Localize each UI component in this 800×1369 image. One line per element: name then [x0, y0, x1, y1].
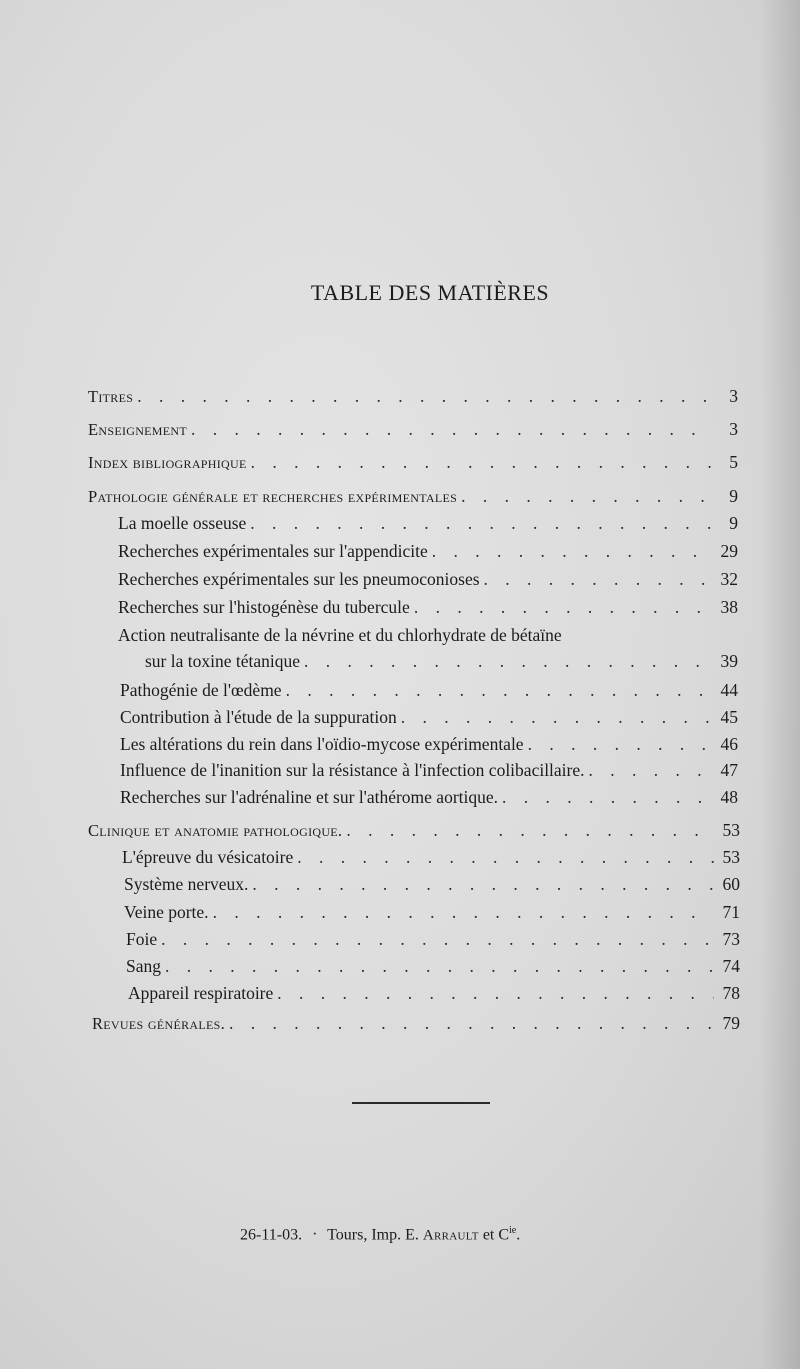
- toc-page-number: 38: [720, 597, 738, 617]
- toc-page-number: 74: [722, 956, 740, 976]
- toc-page-number: 46: [720, 734, 738, 754]
- toc-page-number: 53: [722, 820, 740, 840]
- leader-dots: [191, 419, 712, 440]
- toc-item-label: Pathogénie de l'œdème: [120, 680, 282, 700]
- toc-item[interactable]: [120, 680, 738, 701]
- toc-page-number: 39: [720, 651, 738, 671]
- leader-dots: [286, 680, 712, 701]
- imprint-end: .: [516, 1226, 521, 1244]
- toc-section-label: Clinique et anatomie pathologique.: [88, 821, 343, 840]
- imprint-printer-name: Arrault: [422, 1227, 479, 1244]
- toc-page-number: 32: [720, 569, 738, 589]
- toc-item-label-line1: Action neutralisante de la névrine et du chlorhydrate de bétaïne: [118, 625, 562, 645]
- toc-item[interactable]: [128, 983, 740, 1004]
- toc-page-number: 9: [729, 513, 738, 533]
- toc-item[interactable]: [120, 787, 738, 808]
- toc-item[interactable]: [120, 707, 738, 728]
- toc-page-number: 79: [722, 1013, 740, 1033]
- leader-dots: [461, 486, 712, 507]
- toc-item[interactable]: [122, 847, 740, 868]
- toc-item[interactable]: [118, 597, 738, 618]
- toc-section-titres[interactable]: [88, 386, 738, 407]
- leader-dots: [401, 707, 712, 728]
- leader-dots: [589, 760, 712, 781]
- leader-dots: [304, 651, 712, 672]
- imprint-superscript: ie: [509, 1225, 517, 1236]
- toc-page-number: 73: [722, 929, 740, 949]
- toc-section-label: Revues générales.: [92, 1014, 226, 1033]
- toc-section-index-bibliographique[interactable]: [88, 452, 738, 473]
- horizontal-rule: [352, 1102, 490, 1104]
- toc-page-number: 29: [720, 541, 738, 561]
- imprint-separator: ·: [312, 1226, 318, 1244]
- imprint-text-after: et C: [482, 1226, 510, 1244]
- toc-item-label: Veine porte.: [124, 902, 209, 922]
- leader-dots: [213, 902, 714, 923]
- leader-dots: [414, 597, 712, 618]
- page-title: TABLE DES MATIÈRES: [310, 280, 550, 305]
- toc-item-label: Recherches expérimentales sur les pneumoconioses: [118, 569, 480, 589]
- toc-item-label: Appareil respiratoire: [128, 983, 274, 1003]
- imprint-text-before: Tours, Imp. E.: [327, 1226, 419, 1244]
- toc-item-label: La moelle osseuse: [118, 513, 247, 533]
- toc-page-number: 78: [722, 983, 740, 1003]
- leader-dots: [229, 1013, 714, 1034]
- toc-item[interactable]: [126, 929, 740, 950]
- toc-section-enseignement[interactable]: [88, 419, 738, 440]
- toc-page-number: 3: [729, 419, 738, 439]
- leader-dots: [277, 983, 714, 1004]
- toc-section-revues-generales[interactable]: [92, 1013, 740, 1034]
- toc-item[interactable]: [145, 651, 738, 672]
- toc-section-label: Titres: [88, 387, 134, 406]
- toc-item-label: Les altérations du rein dans l'oïdio-mycose expérimentale: [120, 734, 524, 754]
- toc-page-number: 5: [729, 452, 738, 472]
- toc-item-label: Recherches sur l'adrénaline et sur l'athérome aortique.: [120, 787, 499, 807]
- toc-page-number: 47: [720, 760, 738, 780]
- toc-section-label: Enseignement: [88, 420, 188, 439]
- toc-item-label: Système nerveux.: [124, 874, 249, 894]
- leader-dots: [165, 956, 714, 977]
- toc-item[interactable]: [118, 513, 738, 534]
- toc-item-label: Foie: [126, 929, 158, 949]
- toc-page-number: 44: [720, 680, 738, 700]
- toc-item-label: L'épreuve du vésicatoire: [122, 847, 294, 867]
- imprint-date: 26-11-03.: [240, 1226, 303, 1244]
- toc-page-number: 53: [722, 847, 740, 867]
- toc-page-number: 71: [722, 902, 740, 922]
- toc-item[interactable]: [120, 760, 738, 781]
- toc-page-number: 9: [729, 486, 738, 506]
- printer-imprint: [240, 1225, 520, 1244]
- toc-section-label: Index bibliographique: [88, 453, 247, 472]
- toc-item-label: Contribution à l'étude de la suppuration: [120, 707, 397, 727]
- toc-item[interactable]: [120, 734, 738, 755]
- leader-dots: [297, 847, 714, 868]
- toc-item-label: Recherches expérimentales sur l'appendicite: [118, 541, 428, 561]
- toc-item[interactable]: [126, 956, 740, 977]
- toc-item[interactable]: [124, 902, 740, 923]
- leader-dots: [528, 734, 712, 755]
- toc-item-label: Influence de l'inanition sur la résistance à l'infection colibacillaire.: [120, 760, 585, 780]
- toc-item-label: Recherches sur l'histogénèse du tubercule: [118, 597, 410, 617]
- leader-dots: [432, 541, 712, 562]
- leader-dots: [502, 787, 712, 808]
- leader-dots: [137, 386, 712, 407]
- toc-item[interactable]: [118, 541, 738, 562]
- toc-page-number: 48: [720, 787, 738, 807]
- toc-page-number: 45: [720, 707, 738, 727]
- toc-section-label: Pathologie générale et recherches expérimentales: [88, 487, 458, 506]
- leader-dots: [251, 452, 712, 473]
- leader-dots: [161, 929, 714, 950]
- toc-item-label: sur la toxine tétanique: [145, 651, 301, 671]
- toc-page-number: 60: [722, 874, 740, 894]
- leader-dots: [250, 513, 712, 534]
- toc-item[interactable]: [124, 874, 740, 895]
- toc-section-pathologie-generale[interactable]: [88, 486, 738, 507]
- leader-dots: [252, 874, 714, 895]
- toc-section-clinique[interactable]: [88, 820, 740, 841]
- leader-dots: [346, 820, 714, 841]
- toc-item[interactable]: [118, 569, 738, 590]
- leader-dots: [484, 569, 712, 590]
- toc-page-number: 3: [729, 386, 738, 406]
- toc-item-label: Sang: [126, 956, 161, 976]
